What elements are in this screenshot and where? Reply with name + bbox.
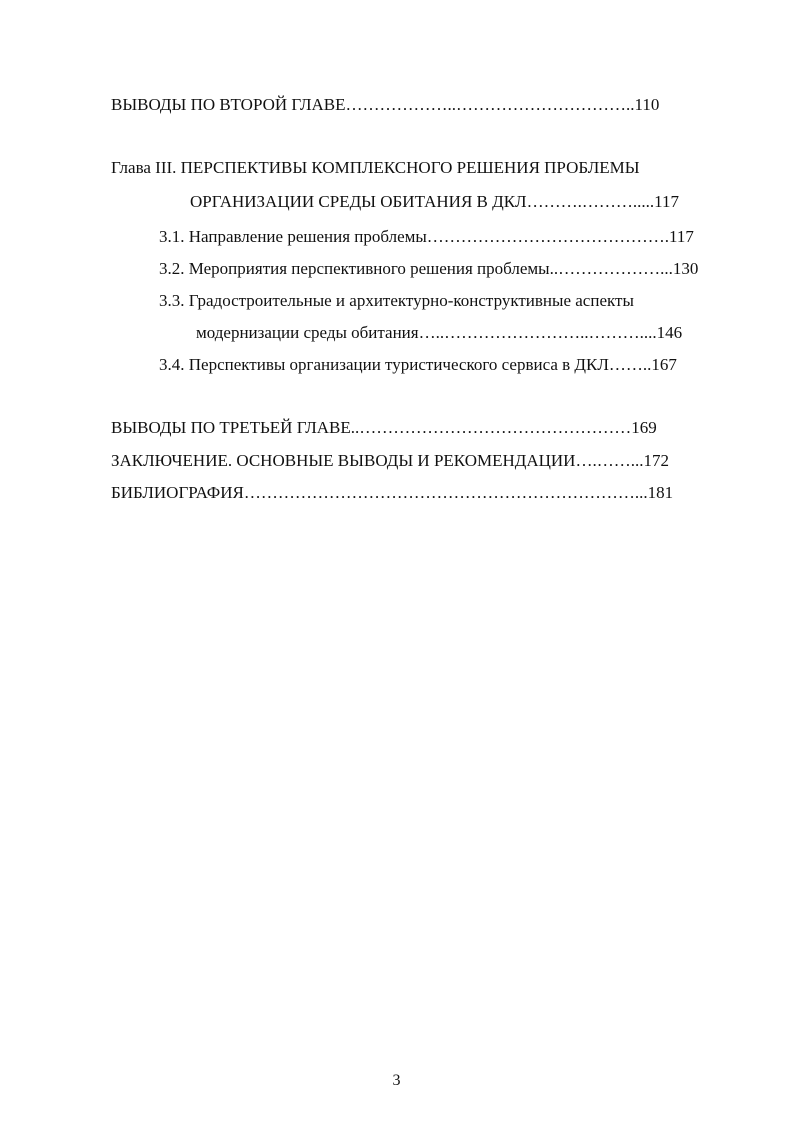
- toc-entry-section-3-1: 3.1. Направление решения проблемы…………………………………….117: [159, 227, 694, 246]
- toc-entry-conclusions-chapter-3: ВЫВОДЫ ПО ТРЕТЬЕЙ ГЛАВЕ..…………………………………………169: [111, 418, 657, 437]
- toc-entry-section-3-2: 3.2. Мероприятия перспективного решения проблемы..………………...130: [159, 259, 699, 278]
- page-number: 3: [392, 1072, 401, 1089]
- toc-entry-chapter-3-heading: Глава III. ПЕРСПЕКТИВЫ КОМПЛЕКСНОГО РЕШЕНИЯ ПРОБЛЕМЫ: [111, 158, 640, 177]
- toc-entry-conclusion: ЗАКЛЮЧЕНИЕ. ОСНОВНЫЕ ВЫВОДЫ И РЕКОМЕНДАЦИИ….……...172: [111, 451, 669, 470]
- toc-entry-section-3-3-continued: модернизации среды обитания…..……………………..………....146: [196, 323, 683, 342]
- toc-entry-section-3-4: 3.4. Перспективы организации туристического сервиса в ДКЛ……..167: [159, 355, 677, 374]
- toc-entry-bibliography: БИБЛИОГРАФИЯ……………………………………………………………...181: [111, 483, 674, 502]
- toc-entry-conclusions-chapter-2: ВЫВОДЫ ПО ВТОРОЙ ГЛАВЕ………………..…………………………..110: [111, 95, 660, 114]
- toc-entry-chapter-3-heading-continued: ОРГАНИЗАЦИИ СРЕДЫ ОБИТАНИЯ В ДКЛ……….……….....117: [190, 192, 679, 211]
- toc-entry-section-3-3: 3.3. Градостроительные и архитектурно-конструктивные аспекты: [159, 291, 634, 310]
